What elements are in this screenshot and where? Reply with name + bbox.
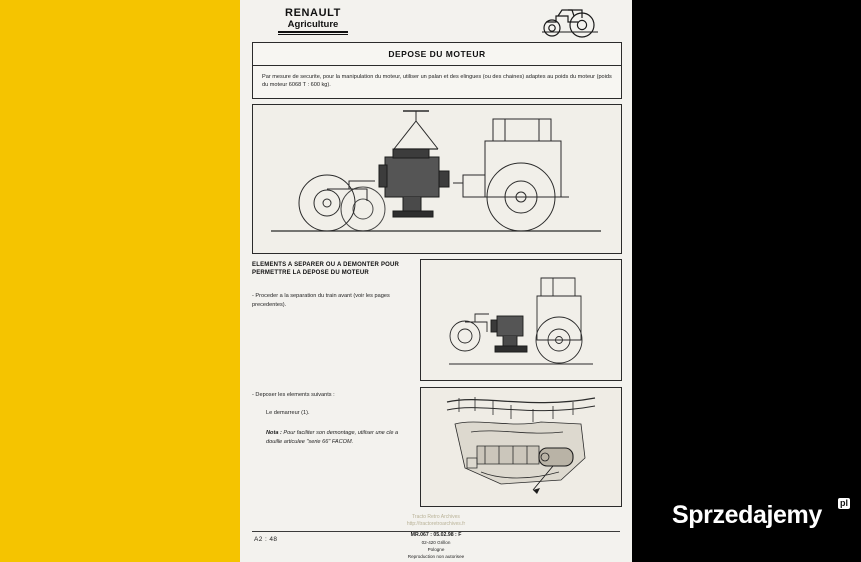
section3-nota-text: Pour faciliter son demontage, utiliser une cle a douille articulee "serie 66" FACOM. [266,429,399,445]
document-footer [252,532,620,559]
safety-note-box [252,66,622,99]
archive-watermark [240,514,632,528]
section3-nota-label: Nota : [266,429,282,436]
brand-line-1: RENAULT [285,7,341,19]
section2-heading-line2: PERMETTRE LA DEPOSE DU MOTEUR [252,270,369,277]
footer-address-1: 02-420 Grillon [421,539,451,545]
footer-address-2: Pologne [427,546,445,552]
tractor-icon [534,6,606,40]
watermark-line-2: http://tractoretroarchives.fr [406,521,466,527]
renault-agriculture-logo [278,8,348,35]
site-watermark-word: Sprzedajemy [672,501,822,529]
section-separate-elements [252,259,622,381]
brand-rule-thick [278,31,348,33]
section3-bullet: - Deposer les elements suivants : [252,391,335,398]
page-title: DEPOSE DU MOTEUR [388,49,486,59]
left-color-band [0,0,240,562]
section3-text-column [252,387,414,507]
section3-nota [266,429,414,447]
footer-center-block [252,532,620,560]
brand-rule-thin [278,34,348,35]
brand-line-2: Agriculture [287,18,339,30]
footer-ref-code: MR.067 : 05.02.98 : F [410,532,462,538]
section2-heading-line1: ELEMENTS A SEPARER OU A DEMONTER POUR [252,261,400,268]
section-title-box [252,42,622,66]
document-header [252,6,622,40]
safety-note-text: Par mesure de securite, pour la manipulation du moteur, utiliser un palan et des elingues (ou des chaines) adaptes au poids du moteur (poids du moteur 6068 T : 600 kg). [262,74,612,89]
section-remove-elements [252,387,622,507]
footer-notice: Reproduction non autorisee [407,553,465,559]
scanned-document-page [240,0,632,562]
section2-figure [420,259,622,381]
main-figure [252,104,622,254]
site-watermark-logo [672,498,852,537]
site-watermark-tld: pl [840,498,848,508]
section3-item: Le demarreur (1). [266,409,310,416]
section3-figure [420,387,622,507]
section2-text-column [252,259,414,381]
section2-bullet: - Proceder a la separation du train avant (voir les pages precedentes). [252,293,390,308]
page-number: A2 : 48 [254,536,278,543]
watermark-line-1: Tracto Retro Archives [412,514,460,520]
